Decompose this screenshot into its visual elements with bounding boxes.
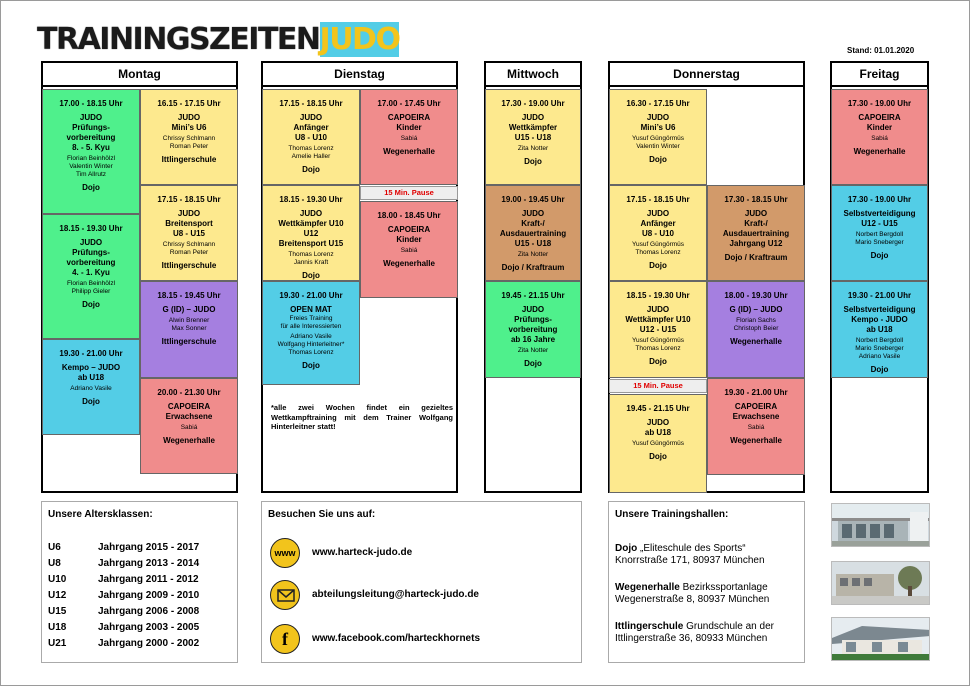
session-location: Ittlingerschule — [161, 155, 217, 164]
session-time: 18.15 - 19.30 Uhr — [626, 291, 690, 300]
session-trainer: Chrissy Schlmann — [162, 135, 216, 142]
session-name: Prüfungs- — [72, 123, 110, 132]
session-name: 8. - 5. Kyu — [72, 143, 110, 152]
session-time: 17.15 - 18.15 Uhr — [157, 195, 221, 204]
session-time: 17.00 - 18.15 Uhr — [59, 99, 123, 108]
session-trainer: Wolfgang Hinterleitner* — [277, 341, 345, 348]
session-block — [360, 89, 458, 185]
photo-ittlingerschule — [831, 617, 930, 661]
session-name: U8 - U15 — [172, 229, 205, 238]
session-location: Wegenerhalle — [853, 147, 906, 156]
age-class: U12 — [48, 590, 67, 601]
session-trainer: Valentin Winter — [69, 163, 113, 170]
day-header-dienstag: Dienstag — [263, 63, 456, 87]
day-header-mittwoch: Mittwoch — [486, 63, 580, 87]
session-location: Dojo — [524, 157, 542, 166]
facebook-icon: f — [270, 624, 300, 654]
session-name: G (ID) – JUDO — [162, 305, 216, 314]
session-time: 17.15 - 18.15 Uhr — [626, 195, 690, 204]
session-name: Mini’s U6 — [171, 123, 207, 132]
session-trainer: Thomas Lorenz — [288, 349, 334, 356]
session-time: 17.15 - 18.15 Uhr — [279, 99, 343, 108]
session-name: CAPOEIRA — [387, 113, 431, 122]
session-name: U12 — [303, 229, 319, 238]
session-name: CAPOEIRA — [167, 402, 211, 411]
session-location: Dojo — [82, 183, 100, 192]
session-name: vorbereitung — [66, 133, 116, 142]
session-name: Wettkämpfer U10 — [278, 219, 344, 228]
session-time: 18.00 - 18.45 Uhr — [377, 211, 441, 220]
session-trainer: Max Sonner — [171, 325, 207, 332]
session-trainer: Yusuf Güngörmüs — [631, 440, 685, 447]
column-mittwoch — [484, 61, 582, 493]
session-name: Ausdauertraining — [722, 229, 790, 238]
age-row — [48, 638, 199, 650]
session-location: Dojo — [82, 397, 100, 406]
session-location: Dojo — [870, 365, 889, 374]
session-location: Dojo — [870, 251, 889, 260]
session-time: 17.30 - 19.00 Uhr — [847, 195, 912, 204]
session-location: Wegenerhalle — [163, 436, 215, 445]
session-block — [42, 89, 140, 214]
session-name: vorbereitung — [508, 325, 558, 334]
session-block — [42, 214, 140, 339]
session-trainer: Adriano Vasile — [70, 385, 112, 392]
session-block — [140, 281, 238, 378]
session-block — [140, 89, 238, 185]
session-time: 19.00 - 19.45 Uhr — [501, 195, 565, 204]
day-header-montag: Montag — [43, 63, 236, 87]
photo-dojo — [831, 503, 930, 547]
hall-dojo: Dojo „Eliteschule des Sports“ Knorrstraße 171, 80937 München — [615, 543, 765, 566]
session-name: Jahrgang U12 — [729, 239, 783, 248]
session-name: JUDO — [646, 305, 670, 314]
session-subtitle: Freies Training — [289, 315, 333, 322]
session-name: CAPOEIRA — [858, 113, 901, 122]
session-block — [831, 89, 928, 185]
column-montag — [41, 61, 238, 493]
session-trainer: Norbert Bergdoll — [855, 337, 904, 344]
session-name: Mini’s U6 — [640, 123, 676, 132]
session-trainer: Tim Allrutz — [75, 171, 107, 178]
email-address: abteilungsleitung@harteck-judo.de — [312, 589, 479, 600]
session-name: Erwachsene — [732, 412, 780, 421]
session-name: U8 - U10 — [641, 229, 674, 238]
visit-title: Besuchen Sie uns auf: — [268, 509, 376, 520]
session-trainer: Florian Beinhölzl — [66, 155, 116, 162]
session-block — [707, 281, 805, 378]
session-time: 19.45 - 21.15 Uhr — [626, 404, 690, 413]
website-url: www.harteck-judo.de — [312, 547, 413, 558]
age-years: Jahrgang 2013 - 2014 — [98, 558, 200, 569]
session-name: Kinder — [866, 123, 893, 132]
session-name: Kraft-/ — [521, 219, 545, 228]
session-trainer: Zita Notter — [517, 145, 549, 152]
session-location: Dojo — [649, 357, 667, 366]
session-trainer: Alwin Brenner — [168, 317, 210, 324]
session-trainer: Sabiá — [871, 135, 888, 142]
session-name: ab U18 — [644, 428, 672, 437]
session-location: Dojo / Kraftraum — [724, 253, 788, 262]
page-title: TRAININGSZEITENJUDO — [37, 22, 400, 57]
session-trainer: Yusuf Güngörmüs — [631, 241, 685, 248]
session-time: 19.30 - 21.00 Uhr — [724, 388, 788, 397]
session-time: 17.30 - 19.00 Uhr — [501, 99, 565, 108]
age-class: U6 — [48, 542, 61, 553]
session-trainer: Mario Sneberger — [855, 345, 904, 352]
session-trainer: Florian Beinhölzl — [66, 280, 116, 287]
session-block — [140, 185, 238, 281]
visit-box — [261, 501, 582, 663]
age-class: U18 — [48, 622, 67, 633]
photo-wegenerhalle — [831, 561, 930, 605]
age-years: Jahrgang 2015 - 2017 — [98, 542, 200, 553]
pause-label: 15 Min. Pause — [609, 379, 707, 393]
session-name: Kraft-/ — [744, 219, 768, 228]
column-dienstag — [261, 61, 458, 493]
session-block — [707, 185, 805, 281]
session-name: JUDO — [177, 113, 201, 122]
session-time: 19.30 - 21.00 Uhr — [847, 291, 912, 300]
session-trainer: Yusuf Güngörmüs — [631, 135, 685, 142]
session-name: Wettkämpfer U10 — [625, 315, 691, 324]
session-trainer: Yusuf Güngörmüs — [631, 337, 685, 344]
age-row — [48, 622, 199, 634]
session-block — [831, 281, 928, 378]
age-class: U21 — [48, 638, 67, 649]
pause-label: 15 Min. Pause — [360, 186, 458, 200]
age-years: Jahrgang 2006 - 2008 — [98, 606, 200, 617]
hall-wegenerhalle: Wegenerhalle Bezirkssportanlage Wegenerstraße 8, 80937 München — [615, 582, 770, 605]
session-trainer: Philipp Gieler — [71, 288, 111, 295]
session-trainer: Chrissy Schlmann — [162, 241, 216, 248]
age-row — [48, 542, 199, 554]
session-name: JUDO — [299, 209, 323, 218]
session-name: Selbstverteidigung — [843, 305, 916, 314]
stand-date: Stand: 01.01.2020 — [847, 46, 915, 55]
session-name: CAPOEIRA — [387, 225, 431, 234]
session-name: JUDO — [79, 113, 103, 122]
session-name: U15 - U18 — [514, 133, 552, 142]
age-years: Jahrgang 2009 - 2010 — [98, 590, 200, 601]
session-name: U12 - U15 — [861, 219, 898, 228]
day-header-freitag: Freitag — [832, 63, 927, 87]
session-location: Wegenerhalle — [383, 259, 435, 268]
session-time: 18.15 - 19.30 Uhr — [59, 224, 123, 233]
session-name: JUDO — [521, 113, 545, 122]
footnote: *alle zwei Wochen findet ein gezieltes Wettkampftraining mit dem Trainer Wolfgang Hinterleitner statt! — [271, 403, 453, 431]
session-name: Wettkämpfer — [508, 123, 558, 132]
day-header-donnerstag: Donnerstag — [610, 63, 803, 87]
session-name: JUDO — [521, 209, 545, 218]
session-trainer: Thomas Lorenz — [635, 249, 681, 256]
age-years: Jahrgang 2000 - 2002 — [98, 638, 200, 649]
age-years: Jahrgang 2011 - 2012 — [98, 574, 199, 585]
age-row — [48, 590, 199, 602]
session-location: Wegenerhalle — [730, 337, 782, 346]
session-trainer: Norbert Bergdoll — [855, 231, 904, 238]
session-time: 19.30 - 21.00 Uhr — [59, 349, 123, 358]
session-trainer: Thomas Lorenz — [288, 145, 334, 152]
age-class: U10 — [48, 574, 67, 585]
age-row — [48, 574, 199, 586]
facebook-url: www.facebook.com/harteckhornets — [312, 633, 481, 644]
session-name: ab U18 — [77, 373, 105, 382]
session-subtitle: für alle Interessierten — [280, 323, 342, 330]
halls-box — [608, 501, 805, 663]
session-name: Breitensport U15 — [278, 239, 344, 248]
session-trainer: Zita Notter — [517, 347, 549, 354]
session-trainer: Thomas Lorenz — [288, 251, 334, 258]
session-location: Dojo — [649, 261, 667, 270]
session-name: Ausdauertraining — [499, 229, 567, 238]
session-trainer: Adriano Vasile — [290, 333, 332, 340]
session-location: Wegenerhalle — [730, 436, 782, 445]
mail-icon — [270, 580, 300, 610]
session-block — [262, 185, 360, 281]
session-time: 17.00 - 17.45 Uhr — [377, 99, 441, 108]
column-freitag — [830, 61, 929, 493]
session-name: JUDO — [744, 209, 768, 218]
session-block — [609, 89, 707, 185]
session-location: Dojo — [649, 155, 667, 164]
session-name: Kinder — [396, 235, 422, 244]
session-name: 4. - 1. Kyu — [72, 268, 110, 277]
session-name: JUDO — [646, 209, 670, 218]
session-name: Erwachsene — [165, 412, 213, 421]
age-row — [48, 606, 199, 618]
session-name: JUDO — [521, 305, 545, 314]
session-location: Dojo — [302, 165, 320, 174]
session-trainer: Roman Peter — [169, 143, 209, 150]
session-trainer: Sabiá — [400, 135, 418, 142]
session-trainer: Sabiá — [747, 424, 765, 431]
session-name: CAPOEIRA — [734, 402, 778, 411]
session-block — [262, 89, 360, 185]
session-time: 18.15 - 19.30 Uhr — [279, 195, 343, 204]
session-name: JUDO — [646, 113, 670, 122]
session-time: 16.15 - 17.15 Uhr — [157, 99, 221, 108]
session-name: vorbereitung — [66, 258, 116, 267]
session-location: Ittlingerschule — [161, 261, 217, 270]
column-donnerstag — [608, 61, 805, 493]
session-name: Breitensport — [165, 219, 213, 228]
session-time: 19.30 - 21.00 Uhr — [279, 291, 343, 300]
session-location: Dojo — [82, 300, 100, 309]
session-name: G (ID) – JUDO — [729, 305, 783, 314]
session-name: Kempo – JUDO — [61, 363, 121, 372]
session-trainer: Christoph Beier — [733, 325, 779, 332]
globe-icon: www — [270, 538, 300, 568]
session-trainer: Amelie Haller — [291, 153, 331, 160]
session-trainer: Thomas Lorenz — [635, 345, 681, 352]
session-name: OPEN MAT — [290, 305, 332, 314]
session-trainer: Sabiá — [180, 424, 198, 431]
session-name: Kinder — [396, 123, 422, 132]
session-name: U8 - U10 — [294, 133, 327, 142]
session-location: Dojo / Kraftraum — [501, 263, 565, 272]
session-block — [831, 185, 928, 281]
session-location: Dojo — [649, 452, 667, 461]
hall-ittlingerschule: Ittlingerschule Grundschule an der Ittlingerstraße 36, 80933 München — [615, 621, 774, 644]
session-block — [609, 185, 707, 281]
session-name: JUDO — [299, 113, 323, 122]
age-classes-title: Unsere Altersklassen: — [48, 509, 153, 520]
session-name: U15 - U18 — [514, 239, 552, 248]
session-block — [262, 281, 360, 385]
session-block — [485, 281, 581, 378]
session-trainer: Zita Notter — [517, 251, 549, 258]
session-block — [140, 378, 238, 474]
session-time: 18.00 - 19.30 Uhr — [724, 291, 788, 300]
age-class: U8 — [48, 558, 61, 569]
session-trainer: Valentin Winter — [636, 143, 680, 150]
session-block — [609, 394, 707, 493]
age-classes-box — [41, 501, 238, 663]
session-block — [707, 378, 805, 475]
session-time: 18.15 - 19.45 Uhr — [157, 291, 221, 300]
session-name: Anfänger — [293, 123, 329, 132]
session-time: 17.30 - 19.00 Uhr — [847, 99, 912, 108]
session-trainer: Adriano Vasile — [858, 353, 901, 360]
session-trainer: Roman Peter — [169, 249, 209, 256]
session-name: ab 16 Jahre — [510, 335, 556, 344]
session-location: Ittlingerschule — [161, 337, 217, 346]
session-trainer: Mario Sneberger — [855, 239, 904, 246]
session-block — [485, 185, 581, 281]
session-block — [360, 201, 458, 298]
age-years: Jahrgang 2003 - 2005 — [98, 622, 200, 633]
session-trainer: Sabiá — [400, 247, 418, 254]
session-name: ab U18 — [866, 325, 893, 334]
session-location: Dojo — [524, 359, 542, 368]
session-trainer: Jannis Kraft — [293, 259, 329, 266]
session-name: JUDO — [646, 418, 670, 427]
session-name: Kempo - JUDO — [851, 315, 908, 324]
halls-title: Unsere Trainingshallen: — [615, 509, 729, 520]
session-location: Wegenerhalle — [383, 147, 435, 156]
age-class: U15 — [48, 606, 67, 617]
session-name: Anfänger — [640, 219, 676, 228]
session-block — [485, 89, 581, 185]
session-name: Selbstverteidigung — [843, 209, 916, 218]
session-location: Dojo — [302, 271, 320, 280]
session-name: JUDO — [79, 238, 103, 247]
session-name: JUDO — [177, 209, 201, 218]
session-block — [42, 339, 140, 435]
session-name: Prüfungs- — [72, 248, 110, 257]
session-trainer: Florian Sachs — [736, 317, 776, 324]
session-location: Dojo — [302, 361, 320, 370]
session-time: 19.45 - 21.15 Uhr — [501, 291, 565, 300]
session-name: Prüfungs- — [514, 315, 552, 324]
age-row — [48, 558, 199, 570]
session-block — [609, 281, 707, 378]
session-time: 17.30 - 18.15 Uhr — [724, 195, 788, 204]
session-time: 20.00 - 21.30 Uhr — [157, 388, 221, 397]
session-name: U12 - U15 — [639, 325, 677, 334]
session-time: 16.30 - 17.15 Uhr — [626, 99, 690, 108]
